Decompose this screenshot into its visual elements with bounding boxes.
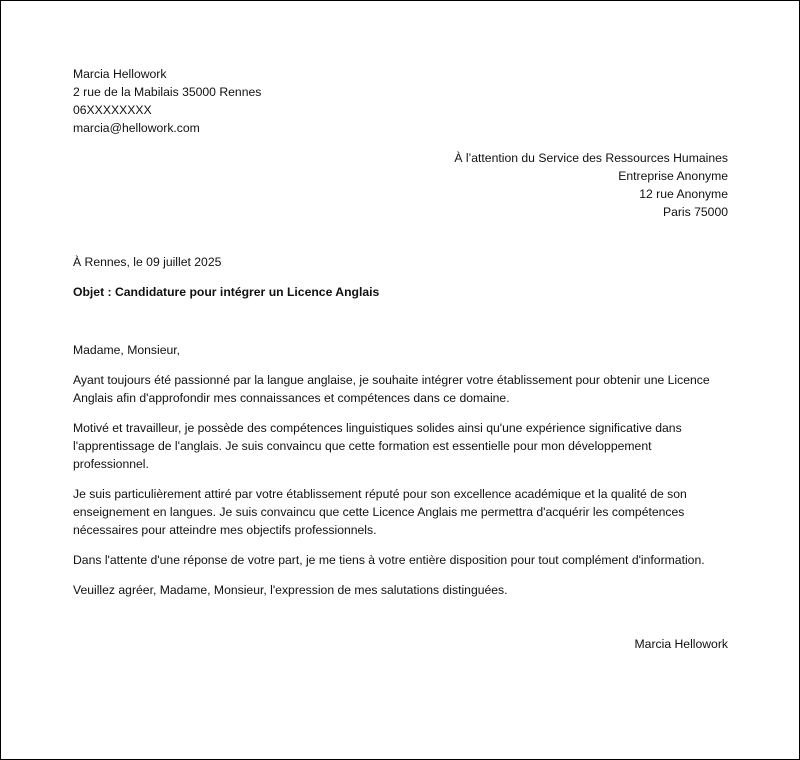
subject-line: Objet : Candidature pour intégrer un Licence Anglais bbox=[73, 285, 380, 299]
sender-address: 2 rue de la Mabilais 35000 Rennes bbox=[73, 85, 262, 99]
body-paragraph-2: Motivé et travailleur, je possède des compétences linguistiques solides ainsi qu'une expérience significative dans l'apprentissage de l'anglais. Je suis convaincu que cette formation est essentielle pour mon développement professionnel. bbox=[73, 421, 682, 471]
sender-name: Marcia Hellowork bbox=[73, 67, 167, 81]
recipient-block bbox=[73, 149, 728, 221]
sender-phone: 06XXXXXXXX bbox=[73, 103, 152, 117]
sender-email: marcia@hellowork.com bbox=[73, 121, 200, 135]
recipient-city: Paris 75000 bbox=[662, 205, 728, 219]
recipient-attention: À l’attention du Service des Ressources Humaines bbox=[454, 151, 728, 165]
sender-block bbox=[73, 65, 728, 137]
cover-letter bbox=[73, 65, 728, 653]
body-paragraph-1: Ayant toujours été passionné par la langue anglaise, je souhaite intégrer votre établissement pour obtenir une Licence Anglais afin d'approfondir mes connaissances et compétences dans ce domaine. bbox=[73, 373, 710, 405]
signature: Marcia Hellowork bbox=[634, 637, 728, 651]
salutation: Madame, Monsieur, bbox=[73, 343, 181, 357]
body-paragraph-3: Je suis particulièrement attiré par votre établissement réputé pour son excellence académique et la qualité de son enseignement en langues. Je suis convaincu que cette Licence Anglais me permettra d'acquérir les compétences nécessaires pour atteindre mes objectifs professionnels. bbox=[73, 487, 687, 537]
recipient-company: Entreprise Anonyme bbox=[618, 169, 728, 183]
date-line: À Rennes, le 09 juillet 2025 bbox=[73, 255, 222, 269]
body-paragraph-4: Dans l'attente d'une réponse de votre part, je me tiens à votre entière disposition pour tout complément d'information. bbox=[73, 553, 705, 567]
recipient-street: 12 rue Anonyme bbox=[639, 187, 728, 201]
closing-paragraph: Veuillez agréer, Madame, Monsieur, l'expression de mes salutations distinguées. bbox=[73, 583, 508, 597]
